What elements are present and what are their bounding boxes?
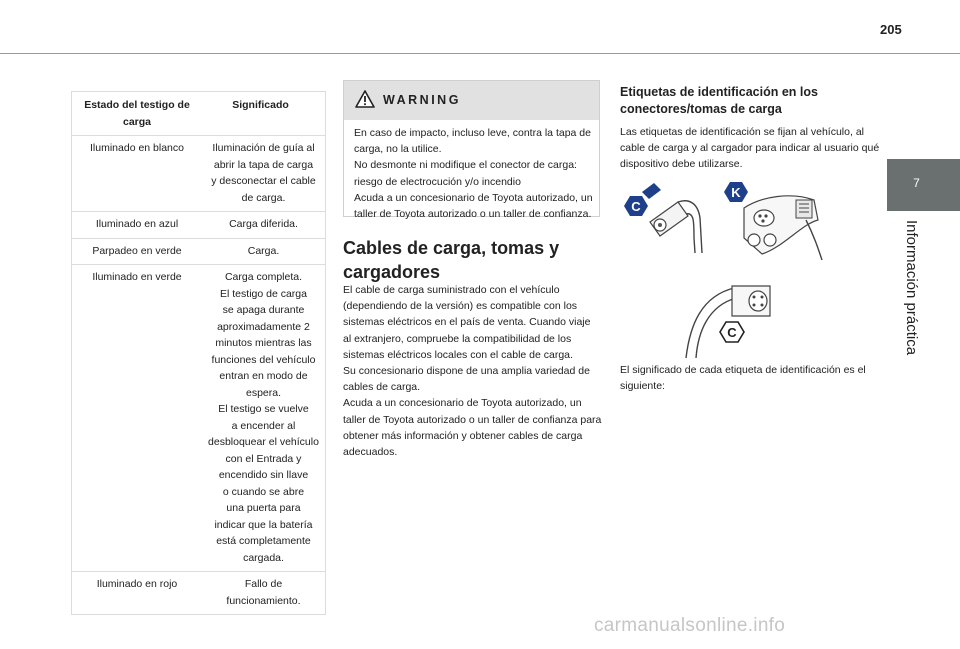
- warning-title: WARNING: [383, 93, 461, 107]
- status-cell: Iluminado en azul: [72, 212, 203, 239]
- warning-text: En caso de impacto, incluso leve, contra la tapa de carga, no la utilice. No desmonte ni modifique el conector de carga: riesgo de electrocución y/o incendio Acuda a un concesionario de Toyota autorizado, un taller de Toyota autorizado o un taller de confianza.: [354, 127, 593, 221]
- status-cell: Iluminado en verde: [72, 265, 203, 572]
- meaning-cell: Fallo de funcionamiento.: [202, 572, 326, 615]
- chapter-title: Información práctica: [903, 220, 920, 356]
- meaning-text: El significado de cada etiqueta de identificación es el siguiente:: [620, 364, 866, 393]
- cable-connector-illustration: [620, 178, 720, 258]
- chapter-number: 7: [913, 176, 920, 190]
- meaning-cell: Iluminación de guía al abrir la tapa de carga y desconectar el cable de carga.: [202, 136, 326, 212]
- tag-label: C: [727, 325, 737, 340]
- labels-body: Las etiquetas de identificación se fijan al vehículo, al cable de carga y al cargador para indicar al usuario qué dispositivo debe utilizarse.: [620, 126, 880, 171]
- header-rule: [0, 53, 960, 54]
- chapter-tab[interactable]: [887, 159, 960, 211]
- tag-label: C: [631, 199, 641, 214]
- tag-label: K: [731, 185, 741, 200]
- table-header: Significado: [202, 92, 326, 136]
- warning-header: [344, 81, 599, 120]
- tag-c-hexagon: [642, 183, 661, 199]
- table-row: [72, 212, 326, 239]
- section-title: Cables de carga, tomas y cargadores: [343, 238, 560, 282]
- labels-title: Etiquetas de identificación en los conectores/tomas de carga: [620, 85, 818, 116]
- table-header-row: [72, 92, 326, 136]
- meaning-cell: Carga completa. El testigo de carga se apaga durante aproximadamente 2 minutos mientras las funciones del vehículo entran en modo de espera. El testigo se vuelve a encender al desbloquear el vehículo con el Entrada y encendido sin llave o cuando se abre una puerta para indicar que la batería está completamente cargada.: [202, 265, 326, 572]
- section-body: El cable de carga suministrado con el vehículo (dependiendo de la versión) es compatible con los sistemas eléctricos en el país de venta. Cuando viaje al extranjero, compruebe la compatibilidad de los sistemas eléctricos locales con el cable de carga. Su concesionario dispone de una amplia variedad de cables de carga. Acuda a un concesionario de Toyota autorizado, un taller de Toyota autorizado o un taller de confianza para obtener más información y obtener cables de carga adecuados.: [343, 284, 602, 459]
- status-cell: Iluminado en rojo: [72, 572, 203, 615]
- charging-inlet-illustration: [722, 178, 832, 263]
- table-row: [72, 136, 326, 212]
- warning-triangle-icon: [355, 90, 375, 108]
- meaning-cell: Carga diferida.: [202, 212, 326, 239]
- charger-plug-illustration: [682, 284, 782, 364]
- status-cell: Iluminado en blanco: [72, 136, 203, 212]
- status-cell: Parpadeo en verde: [72, 238, 203, 265]
- page-number: 205: [880, 22, 902, 37]
- meaning-cell: Carga.: [202, 238, 326, 265]
- table-header: Estado del testigo de carga: [72, 92, 203, 136]
- warning-box: [343, 80, 600, 221]
- charge-status-table: [71, 91, 326, 615]
- table-row: [72, 238, 326, 265]
- table-row: [72, 572, 326, 615]
- table-row: [72, 265, 326, 572]
- watermark: carmanualsonline.info: [594, 615, 786, 636]
